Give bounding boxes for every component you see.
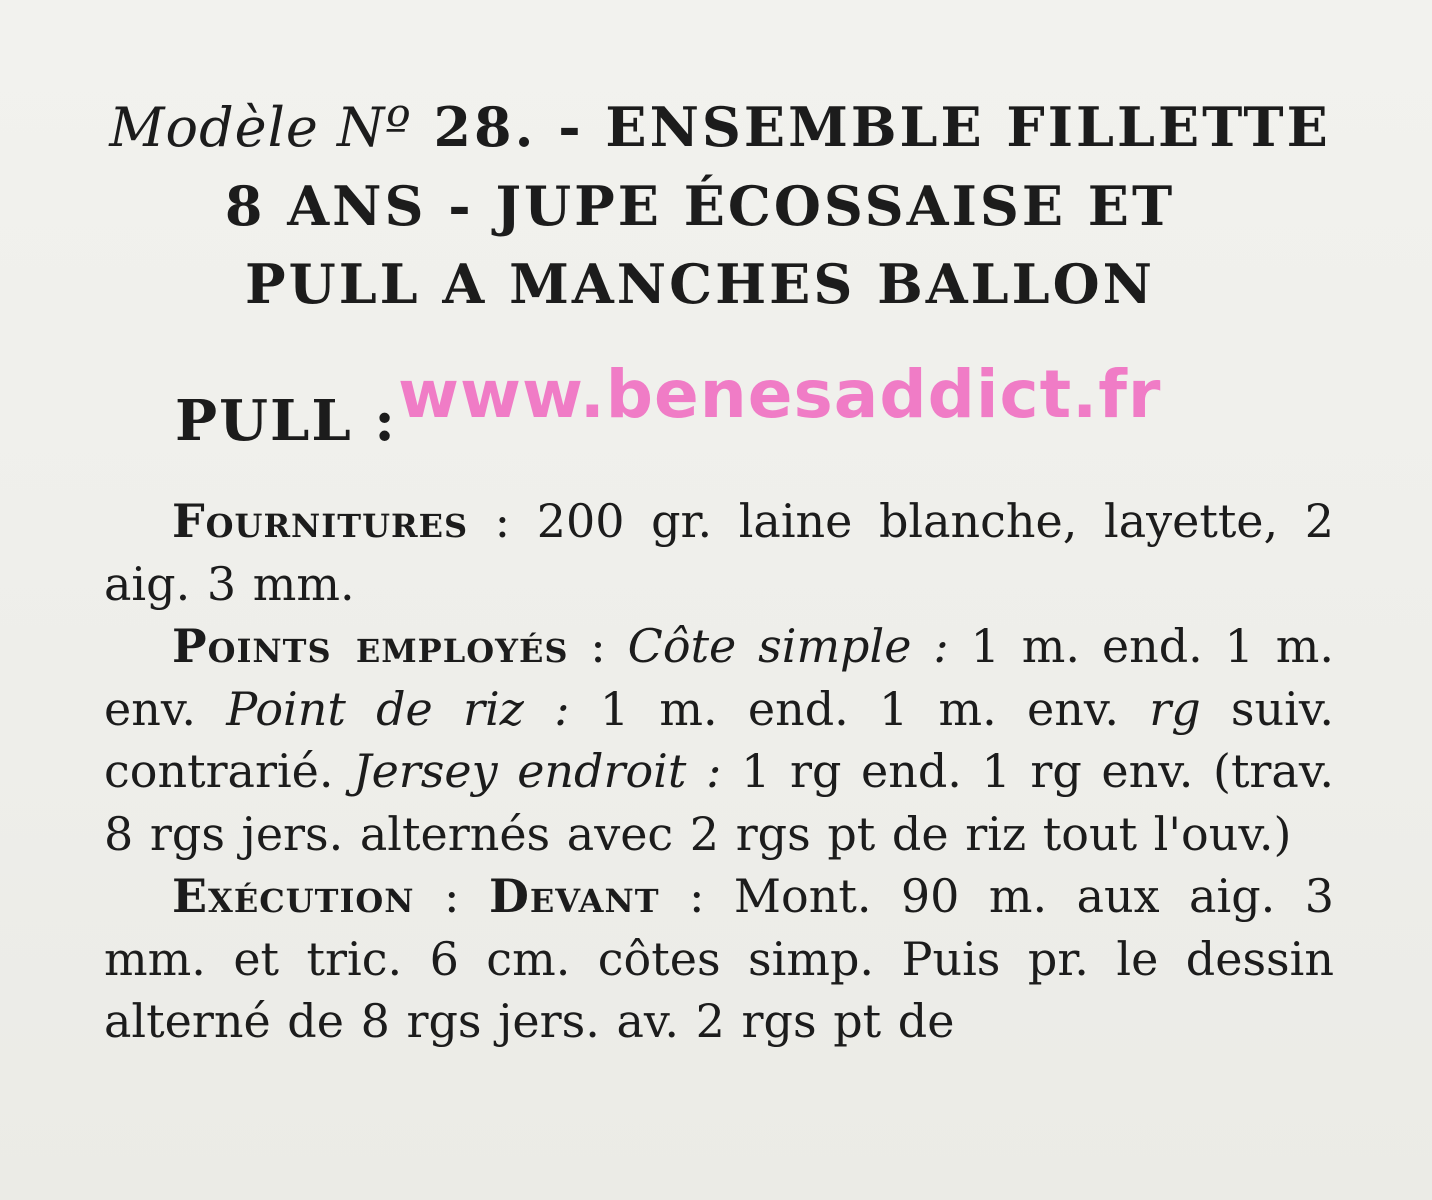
watermark: www.benesaddict.fr: [398, 356, 1162, 433]
section-heading: PULL :: [175, 388, 397, 454]
label-rg: rg: [1149, 681, 1201, 736]
title-line-1-rest: - ENSEMBLE FILLETTE: [536, 95, 1331, 159]
title-line-2: 8 ANS - JUPE ÉCOSSAISE ET: [224, 174, 1176, 238]
paragraph-points: [104, 615, 1334, 865]
label-points: Points employés: [172, 619, 569, 673]
text-cote-simple: 1 m. end. 1 m. env.: [104, 619, 1334, 736]
label-jersey: Jersey endroit :: [353, 744, 722, 798]
label-fournitures: Fournitures: [172, 494, 469, 548]
label-cote-simple: Côte simple :: [627, 619, 949, 673]
paragraph-execution: [104, 865, 1334, 1053]
text-execution: : Mont. 90 m. aux aig. 3 mm. et tric. 6 cm. côtes simp. Puis pr. le dessin alterné de 8 rgs jers. av. 2 rgs pt de: [104, 869, 1334, 1048]
label-point-de-riz: Point de riz :: [226, 681, 570, 736]
pattern-body: [104, 490, 1334, 1053]
points-sep: :: [568, 619, 628, 673]
label-execution: Exécution: [172, 869, 415, 923]
text-fournitures: : 200 gr. laine blanche, layette, 2 aig. 3 mm.: [104, 494, 1334, 611]
text-jersey: 1 rg end. 1 rg env. (trav. 8 rgs jers. alternés avec 2 rgs pt de riz tout l'ouv.): [104, 744, 1334, 861]
execution-sep: :: [414, 869, 489, 923]
text-point-de-riz: 1 m. end. 1 m. env.: [569, 681, 1150, 736]
label-devant: Devant: [488, 869, 660, 923]
title-line-3: PULL A MANCHES BALLON: [245, 252, 1155, 316]
pattern-title: [100, 88, 1340, 323]
model-label: Modèle Nº: [109, 96, 412, 159]
model-number: 28.: [433, 95, 537, 159]
title-line-1: [100, 88, 1340, 167]
paragraph-fournitures: [104, 490, 1334, 615]
text-point-de-riz-2: suiv. contrarié.: [104, 681, 1335, 798]
